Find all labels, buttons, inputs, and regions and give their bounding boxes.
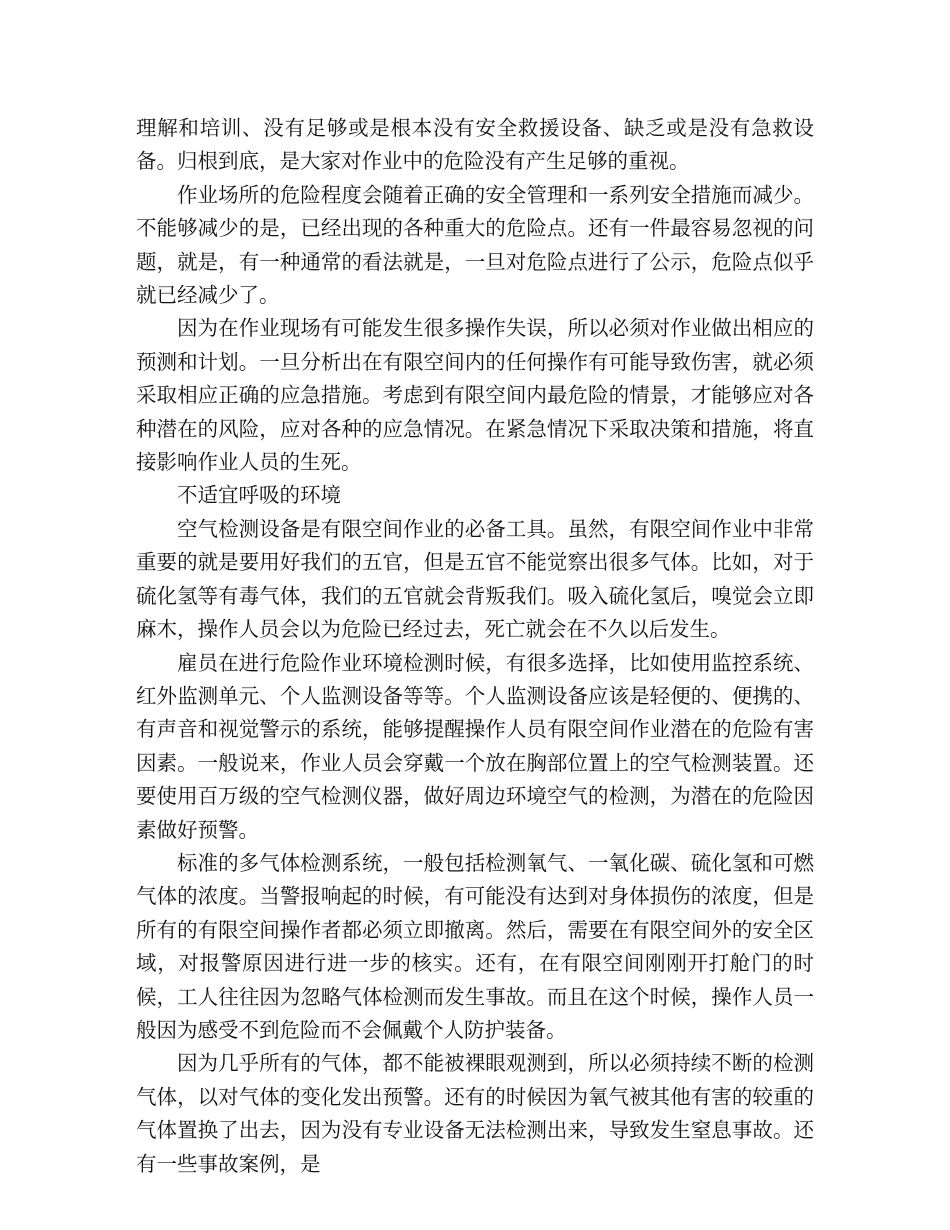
paragraph-emergency-planning: 因为在作业现场有可能发生很多操作失误，所以必须对作业做出相应的预测和计划。一旦分析出在有限空间内的任何操作有可能导致伤害，就必须采取相应正确的应急措施。考虑到有限空间内最危险的情景，才能够应对各种潜在的风险，应对各种的应急情况。在紧急情况下采取决策和措施，将直接影响作业人员的生死。 bbox=[136, 316, 814, 475]
paragraph-multi-gas-system: 标准的多气体检测系统，一般包括检测氧气、一氧化碳、硫化氢和可燃气体的浓度。当警报响起的时候，有可能没有达到对身体损伤的浓度，但是所有的有限空间操作者都必须立即撤离。然后，需要在有限空间外的安全区域，对报警原因进行进一步的核实。还有，在有限空间刚刚开打舱门的时候，工人往往因为忽略气体检测而发生事故。而且在这个时候，操作人员一般因为感受不到危险而不会佩戴个人防护装备。 bbox=[136, 850, 814, 1042]
paragraph-air-detection: 空气检测设备是有限空间作业的必备工具。虽然，有限空间作业中非常重要的就是要用好我们的五官，但是五官不能觉察出很多气体。比如，对于硫化氢等有毒气体，我们的五官就会背叛我们。吸入硫化氢后，嗅觉会立即麻木，操作人员会以为危险已经过去，死亡就会在不久以后发生。 bbox=[136, 516, 814, 642]
section-heading: 不适宜呼吸的环境 bbox=[177, 483, 341, 508]
paragraph-continuous-detection: 因为几乎所有的气体，都不能被裸眼观测到，所以必须持续不断的检测气体，以对气体的变化发出预警。还有的时候因为氧气被其他有害的较重的气体置换了出去，因为没有专业设备无法检测出来，导致发生窒息事故。还有一些事故案例，是 bbox=[136, 1051, 814, 1176]
paragraph-continuation: 理解和培训、没有足够或是根本没有安全救援设备、缺乏或是没有急救设备。归根到底，是大家对作业中的危险没有产生足够的重视。 bbox=[136, 116, 814, 174]
document-body bbox=[136, 112, 814, 1181]
paragraph-monitoring-options: 雇员在进行危险作业环境检测时候，有很多选择，比如使用监控系统、红外监测单元、个人监测设备等等。个人监测设备应该是轻便的、便携的、有声音和视觉警示的系统，能够提醒操作人员有限空间作业潜在的危险有害因素。一般说来，作业人员会穿戴一个放在胸部位置上的空气检测装置。还要使用百万级的空气检测仪器，做好周边环境空气的检测，为潜在的危险因素做好预警。 bbox=[136, 650, 814, 842]
paragraph-hazard-reduction: 作业场所的危险程度会随着正确的安全管理和一系列安全措施而减少。不能够减少的是，已经出现的各种重大的危险点。还有一件最容易忽视的问题，就是，有一种通常的看法就是，一旦对危险点进行了公示，危险点似乎就已经减少了。 bbox=[136, 182, 814, 308]
